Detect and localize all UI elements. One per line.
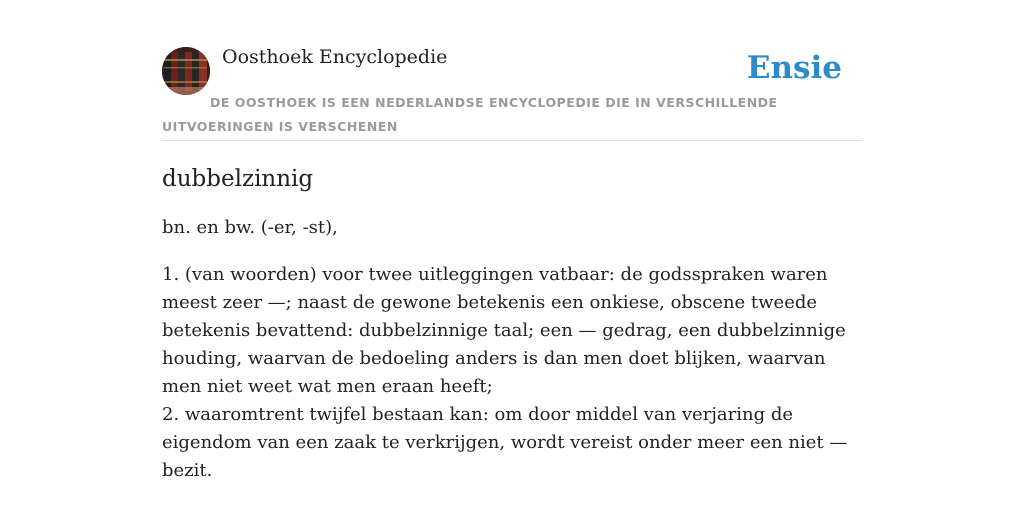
meaning-1: 1. (van woorden) voor twee uitleggingen vatbaar: de godsspraken waren meest zeer —; naast de gewone betekenis een onkiese, obscene tweede betekenis bevattend: dubbelzinnige taal; een — gedrag, een dubbelzinnige houding, waarvan de bedoeling anders is dan men doet blijken, waarvan men niet weet wat men eraan heeft;: [162, 264, 846, 397]
entry-title: dubbelzinnig: [162, 166, 314, 192]
entry-grammar: bn. en bw. (-er, -st),: [162, 217, 338, 238]
source-name[interactable]: Oosthoek Encyclopedie: [222, 46, 448, 68]
source-description: DE OOSTHOEK IS EEN NEDERLANDSE ENCYCLOPEDIE DIE IN VERSCHILLENDE UITVOERINGEN IS VERSCHENEN: [162, 95, 778, 134]
entry-meanings: [162, 261, 862, 485]
source-header: [162, 45, 862, 141]
encyclopedia-books-icon: [162, 47, 210, 95]
ensie-logo[interactable]: Ensie: [746, 50, 842, 86]
source-avatar[interactable]: [162, 47, 210, 95]
entry-card: [162, 45, 862, 485]
meaning-2: 2. waaromtrent twijfel bestaan kan: om door middel van verjaring de eigendom van een zaak te verkrijgen, wordt vereist onder meer een niet — bezit.: [162, 404, 848, 481]
